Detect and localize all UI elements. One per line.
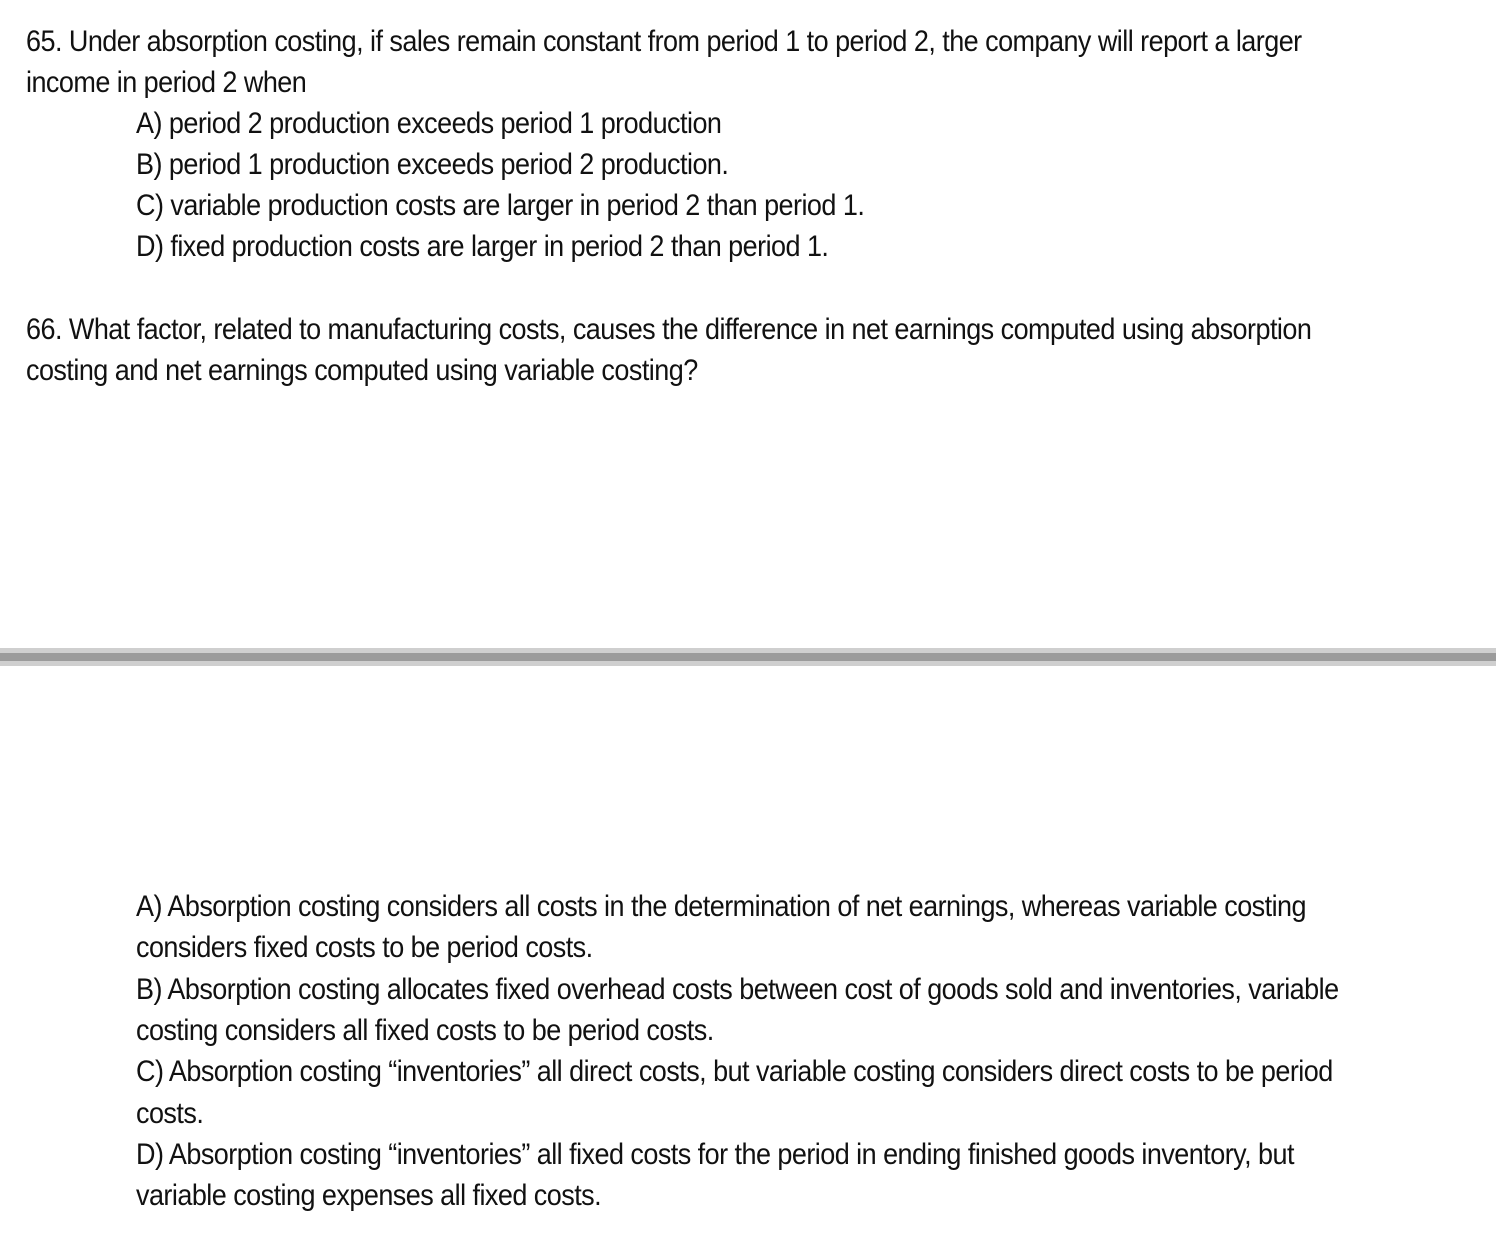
q65-option-c: C) variable production costs are larger in period 2 than period 1. [136, 189, 865, 222]
q66-option-d-line2: variable costing expenses all fixed costs. [136, 1179, 602, 1212]
page-bottom [0, 666, 1496, 1234]
q66-option-b-line1: B) Absorption costing allocates fixed overhead costs between cost of goods sold and inventories, variable [136, 973, 1339, 1006]
q66-option-d-line1: D) Absorption costing “inventories” all fixed costs for the period in ending finished goods inventory, but [136, 1138, 1294, 1171]
q66-option-b-line2: costing considers all fixed costs to be period costs. [136, 1014, 714, 1047]
q65-option-d: D) fixed production costs are larger in period 2 than period 1. [136, 230, 829, 263]
q66-option-c-line2: costs. [136, 1097, 204, 1130]
q66-option-a-line2: considers fixed costs to be period costs. [136, 931, 593, 964]
q66-stem-line1: 66. What factor, related to manufacturing costs, causes the difference in net earnings computed using absorption [26, 313, 1312, 346]
q65-stem-line1: 65. Under absorption costing, if sales remain constant from period 1 to period 2, the company will report a larger [26, 25, 1302, 58]
page-divider [0, 648, 1496, 666]
q65-option-a: A) period 2 production exceeds period 1 production [136, 107, 722, 140]
q65-stem-line2: income in period 2 when [26, 66, 307, 99]
q66-stem-line2: costing and net earnings computed using variable costing? [26, 354, 698, 387]
q66-option-c-line1: C) Absorption costing “inventories” all direct costs, but variable costing considers direct costs to be period [136, 1055, 1333, 1088]
q66-option-a-line1: A) Absorption costing considers all costs in the determination of net earnings, whereas variable costing [136, 890, 1307, 923]
q65-option-b: B) period 1 production exceeds period 2 production. [136, 148, 729, 181]
page-divider-bar [0, 653, 1496, 661]
